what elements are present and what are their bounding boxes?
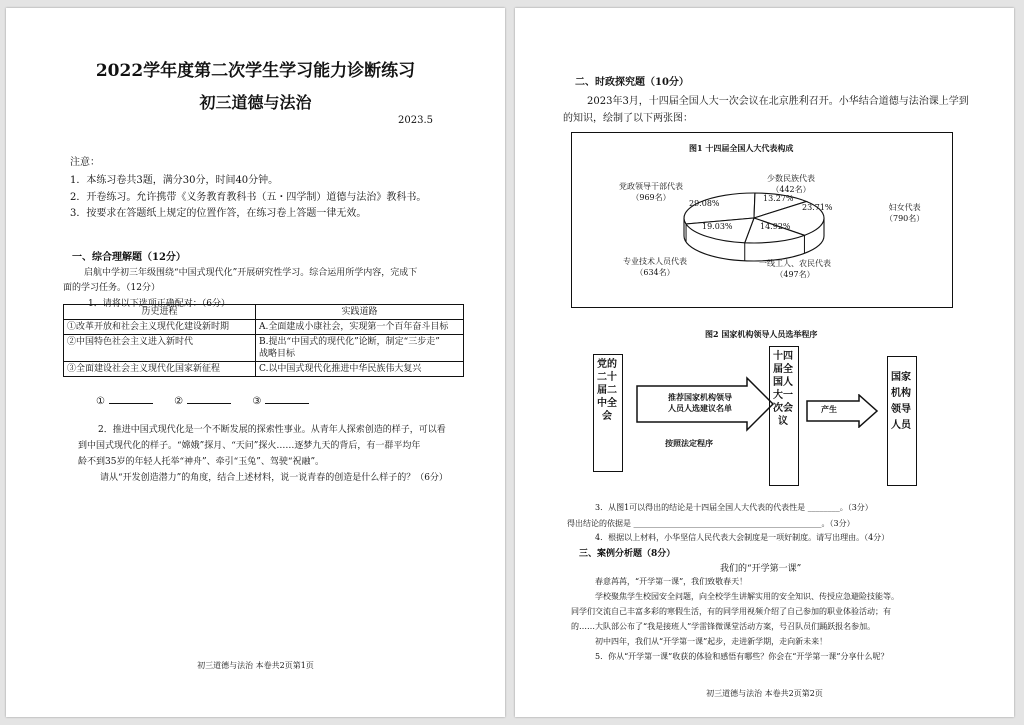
slice-percent: 29.08%	[689, 199, 720, 208]
slice-label-workers-farmers	[759, 258, 831, 280]
case-line: 学校聚焦学生校园安全问题，向全校学生讲解实用的安全知识、传授应急避险技能等。	[595, 592, 899, 601]
q2-line: 到中国式现代化的样子。“嫦娥”探月、“天问”探火……逐梦九天的背后，有一群平均年	[78, 441, 421, 451]
slice-label: 一线工人、农民代表	[759, 259, 831, 268]
page-footer: 初三道德与法治 本卷共2页第2页	[706, 689, 823, 698]
case-line: 的……大队部公布了“我是接班人”学雷锋微课堂活动方案，号召队员们踊跃报名参加。	[571, 622, 876, 631]
table-row	[64, 335, 464, 362]
notice-item: 2．开卷练习。允许携带《义务教育教科书（五・四学制）道德与法治》教科书。	[70, 192, 427, 203]
table-header: 历史进程	[64, 305, 256, 320]
slice-label-party-cadres	[619, 181, 683, 203]
q3-line: 得出结论的依据是 _______________________________________________。（3分）	[567, 519, 855, 528]
slice-percent: 14.92%	[760, 222, 791, 231]
table-cell: A.全面建成小康社会，实现第一个百年奋斗目标	[256, 320, 464, 335]
section2-intro: 的知识，绘制了以下两张图：	[563, 113, 693, 124]
slice-count: （634名）	[635, 268, 675, 277]
flow-box-label: 十四届全国人大一次会议	[773, 351, 793, 427]
table-cell: ③全面建设社会主义现代化国家新征程	[64, 362, 256, 377]
case-title: 我们的“开学第一课”	[720, 564, 802, 574]
section1-heading: 一、综合理解题（12分）	[72, 252, 186, 263]
slice-count: （969名）	[631, 193, 671, 202]
section1-intro: 面的学习任务。（12分）	[63, 283, 160, 293]
q5-question: 5．你从“开学第一课”收获的体验和感悟有哪些？你会在“开学第一课”分享什么呢？	[595, 652, 889, 661]
blank-label: ①	[96, 396, 105, 407]
q2-line: 龄不到35岁的年轻人托举“神舟”、牵引“玉兔”、驾驶“祝融”。	[78, 457, 325, 467]
table-cell: C.以中国式现代化推进中华民族伟大复兴	[256, 362, 464, 377]
slice-count: （497名）	[775, 270, 815, 279]
table-row	[64, 362, 464, 377]
case-line: 初中四年，我们从“开学第一课”起步，走进新学期，走向新未来！	[595, 637, 828, 646]
matching-table	[63, 304, 464, 377]
cell-line: 战略目标	[259, 349, 296, 359]
section3-heading: 三、案例分析题（8分）	[579, 549, 676, 559]
answer-blank	[187, 403, 231, 404]
slice-label: 少数民族代表	[767, 174, 815, 183]
slice-label-women	[885, 202, 924, 224]
arrow-line: 人员人选建议名单	[668, 403, 732, 413]
table-header: 实践道路	[256, 305, 464, 320]
case-line: 春意苒苒，“开学第一课”，我们致敬春天！	[595, 577, 748, 586]
q4-question: 4．根据以上材料，小华坚信人民代表大会制度是一项好制度。请写出理由。（4分）	[595, 533, 890, 542]
answer-blank	[265, 403, 309, 404]
flow-arrow-label	[645, 392, 755, 414]
figure2-title: 图2 国家机构领导人员选举程序	[705, 329, 818, 339]
slice-label: 妇女代表	[888, 203, 921, 212]
q2-question: 请从“开发创造潜力”的角度，结合上述材料，说一说青春的创造是什么样子的？（6分）	[100, 473, 448, 483]
case-line: 同学们交流自己丰富多彩的寒假生活，有的同学用视频介绍了自己参加的职业体验活动；有	[571, 607, 891, 616]
flow-note: 按照法定程序	[665, 438, 713, 448]
table-cell	[256, 335, 464, 362]
q2-line: 2．推进中国式现代化是一个不断发展的探索性事业。从青年人探索创造的样子，可以看	[98, 425, 446, 435]
flow-arrow-label: 产生	[821, 404, 837, 414]
arrow-line: 推荐国家机构领导	[668, 392, 732, 402]
answer-blank	[109, 403, 153, 404]
table-row	[64, 320, 464, 335]
flow-arrow-produce	[805, 394, 879, 428]
cell-line: B.提出“中国式的现代化”论断，制定“三步走”	[259, 337, 440, 347]
blank-label: ③	[252, 396, 262, 407]
table-cell: ①改革开放和社会主义现代化建设新时期	[64, 320, 256, 335]
slice-label-ethnic-minorities	[767, 173, 815, 195]
notice-item: 1．本练习卷共3题，满分30分，时间40分钟。	[70, 175, 279, 186]
section2-intro: 2023年3月，十四届全国人大一次会议在北京胜利召开。小华结合道德与法治课上学到	[587, 96, 969, 107]
answer-blanks	[96, 396, 313, 407]
exam-page-2	[515, 8, 1014, 717]
exam-subject: 初三道德与法治	[199, 93, 312, 112]
exam-title: 2022学年度第二次学生学习能力诊断练习	[95, 61, 416, 81]
flow-box-label: 党的二十届二中全会	[597, 359, 617, 422]
section1-intro: 启航中学初三年级围绕“中国式现代化”开展研究性学习。综合运用所学内容，完成下	[84, 268, 418, 278]
flow-box-label: 国家机构领导人员	[891, 372, 911, 431]
slice-percent: 13.27%	[763, 194, 794, 203]
figure1-title: 图1 十四届全国人大代表构成	[689, 143, 794, 153]
q3-line: 3．从图1可以得出的结论是十四届全国人大代表的代表性是 ________。（3分）	[595, 503, 873, 512]
slice-label: 专业技术人员代表	[623, 257, 687, 266]
slice-count: （442名）	[771, 185, 811, 194]
notice-heading: 注意：	[70, 157, 100, 168]
q1-prompt: 1．请将以下选项正确配对：（6分）	[88, 299, 230, 309]
exam-page-1	[6, 8, 505, 717]
notice-item: 3．按要求在答题纸上规定的位置作答，在练习卷上答题一律无效。	[70, 208, 367, 219]
slice-label-professionals	[623, 256, 687, 278]
blank-label: ②	[174, 396, 184, 407]
table-cell: ②中国特色社会主义进入新时代	[64, 335, 256, 362]
section2-heading: 二、时政探究题（10分）	[575, 77, 689, 88]
slice-label: 党政领导干部代表	[619, 182, 683, 191]
slice-percent: 19.03%	[702, 222, 733, 231]
page-footer: 初三道德与法治 本卷共2页第1页	[197, 661, 314, 670]
exam-date: 2023.5	[398, 115, 433, 126]
slice-percent: 23.71%	[802, 203, 833, 212]
slice-count: （790名）	[885, 214, 925, 223]
